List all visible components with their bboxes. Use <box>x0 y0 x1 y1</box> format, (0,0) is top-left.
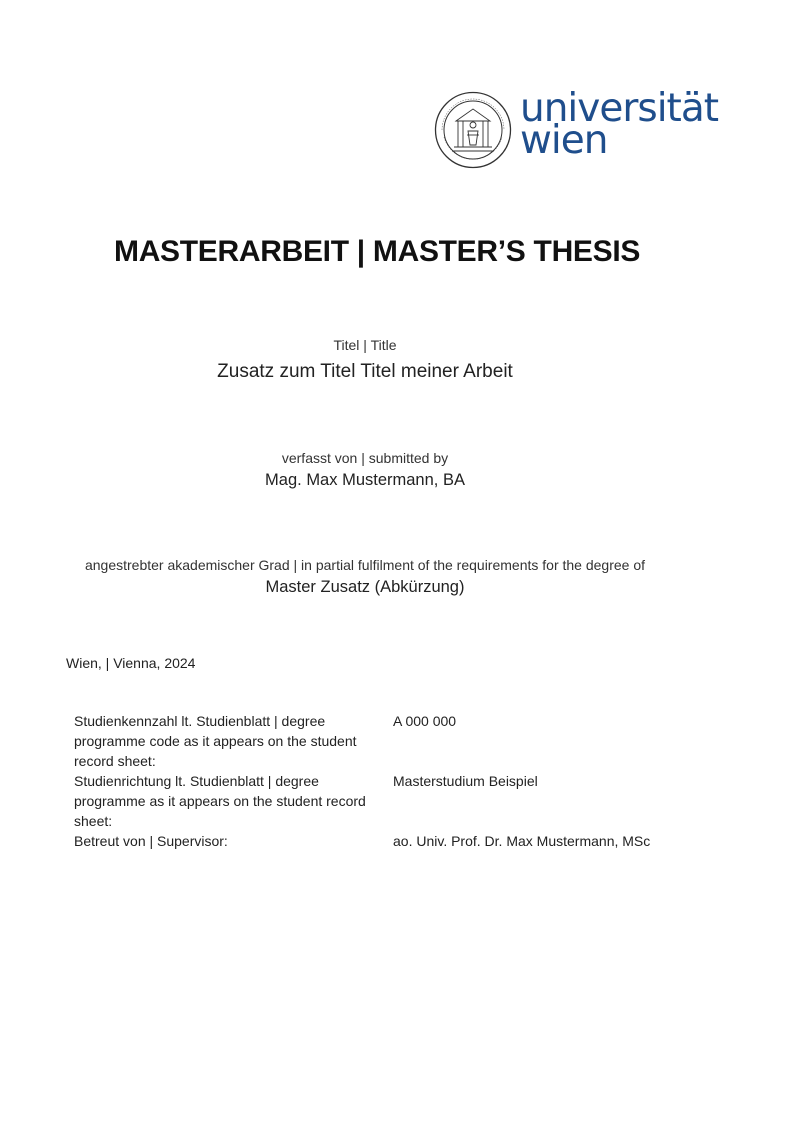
university-seal-icon <box>434 91 512 169</box>
table-row <box>74 711 674 771</box>
author-label: verfasst von | submitted by <box>281 450 449 466</box>
wordmark-line-1: universität <box>520 86 719 131</box>
row-key: Betreut von | Supervisor: <box>74 833 228 849</box>
title-label: Titel | Title <box>333 337 397 353</box>
row-key: Studienrichtung lt. Studienblatt | degree programme as it appears on the student record sheet: <box>74 773 366 829</box>
row-value: ao. Univ. Prof. Dr. Max Mustermann, MSc <box>393 833 651 849</box>
degree-value: Master Zusatz (Abkürzung) <box>265 578 465 596</box>
wordmark-line-2: wien <box>520 118 608 163</box>
row-key: Studienkennzahl lt. Studienblatt | degree programme code as it appears on the student record sheet: <box>74 713 357 769</box>
author-value: Mag. Max Mustermann, BA <box>265 471 465 489</box>
university-wordmark <box>520 86 719 163</box>
table-row <box>74 771 674 831</box>
table-row <box>74 831 674 851</box>
row-value: Masterstudium Beispiel <box>393 773 538 789</box>
university-logo <box>434 86 734 171</box>
thesis-heading: MASTERARBEIT | MASTER’S THESIS <box>114 235 641 268</box>
title-value: Zusatz zum Titel Titel meiner Arbeit <box>217 361 513 382</box>
degree-label: angestrebter akademischer Grad | in partial fulfilment of the requirements for the degree of <box>84 557 646 573</box>
info-table <box>74 711 674 851</box>
place-date: Wien, | Vienna, 2024 <box>66 655 196 671</box>
row-value: A 000 000 <box>393 713 457 729</box>
